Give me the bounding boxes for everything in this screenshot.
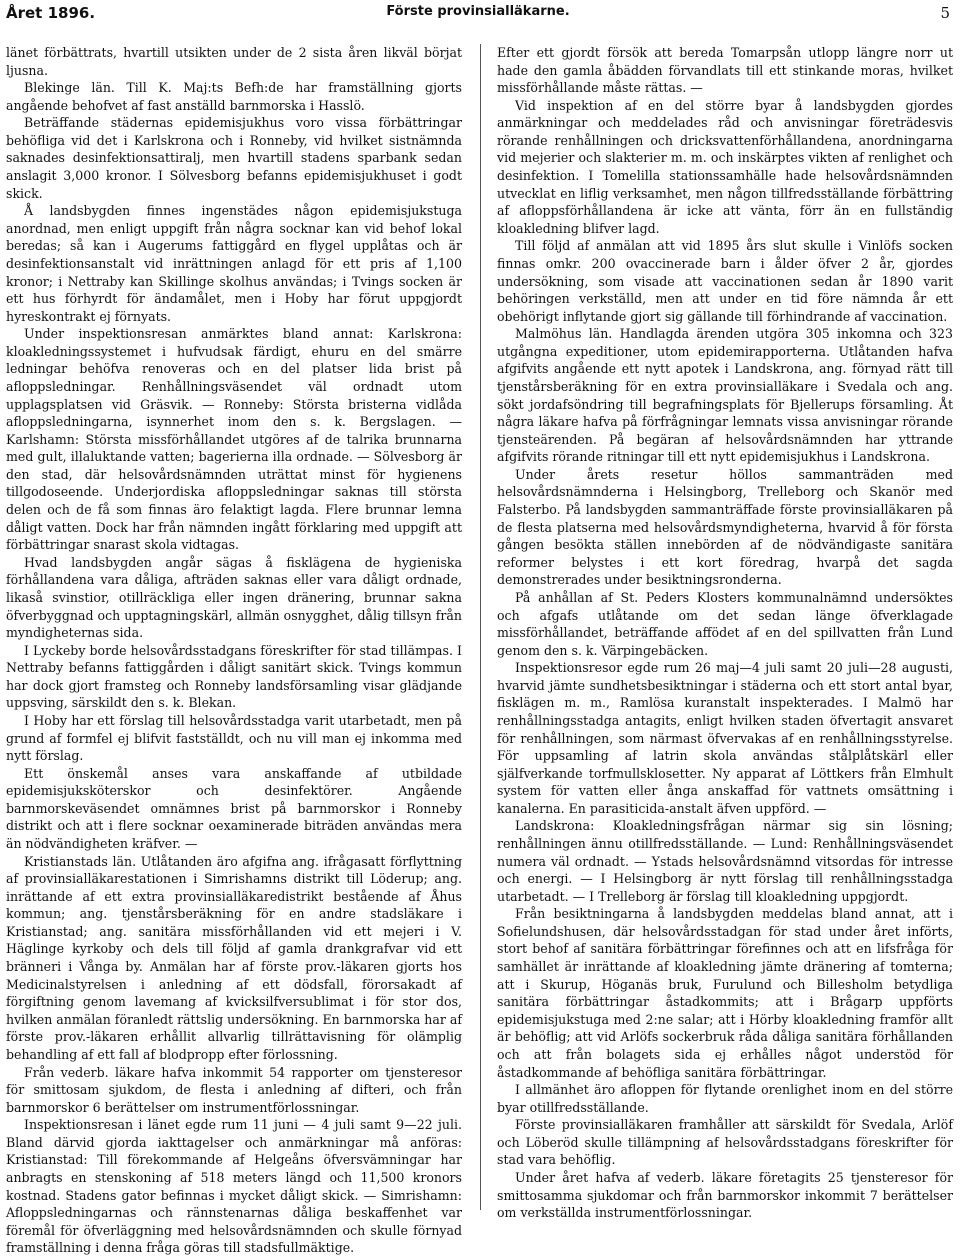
paragraph: Beträffande städernas epidemisjukhus voro vissa förbättringar behöfliga vid det i Karlskrona och i Ronneby, vid hvilket sistnämnda saknades desinfektionsattiralj, men hvartill stadens sparbank sedan anslagit 3,000 kronor. I Sölvesborg befanns epidemisjukhuset i godt skick. <box>6 115 462 201</box>
paragraph: Under inspektionsresan anmärktes bland annat: Karlskrona: kloakledningssystemet i hufvudsak färdigt, ehuru en del smärre ledningar behöfva renoveras och en del platser lida brist på afloppsledningar. Renhållningsväsendet väl ordnadt utom upplagsplatsen vid Gräsvik. — Ronneby: Största bristerna vidlåda afloppsledningarna, isynnerhet inom den s. k. Bergslagen. — Karlshamn: Största missförhållandet utgöres af de talrika brunnarna med gult, illaluktande vatten; bagerierna illa ordnade. — Sölvesborg är den stad, där helsovårdsnämnden uträttat minst för hygienens tillgodoseende. Underjordiska afloppsledningar saknas till största delen och de få som finnas äro felaktigt lagda. Flere brunnar lemna dåligt vatten. Dock har från nämnden ingått förklaring med uppgift att förbättringar snarast skola vidtagas. <box>6 326 462 553</box>
running-header <box>6 4 950 32</box>
paragraph: Landskrona: Kloakledningsfrågan närmar sig sin lösning; renhållningen ännu otillfredsställande. — Lund: Renhållningsväsendet numera väl ordnadt. — Ystads helsovårdsnämnd vitsordas för intresse och energi. — I Helsingborg är nytt förslag till renhållningsstadga utarbetadt. — I Trelleborg är förslag till kloakledning uppgjordt. <box>497 818 953 904</box>
column-divider <box>480 44 481 1210</box>
page-number: 5 <box>940 4 950 22</box>
paragraph: Ett önskemål anses vara anskaffande af utbildade epidemisjuksköterskor och desinfektörer. Angående barnmorskeväsendet omnämnes brist på barnmorskor i Ronneby distrikt och att i flere socknar oexaminerade biträden användas mera än nödvändigheten kräfver. — <box>6 765 462 852</box>
paragraph: Malmöhus län. Handlagda ärenden utgöra 305 inkomna och 323 utgångna expeditioner, utom epidemirapporterna. Utlåtanden hafva afgifvits angående ett nytt apotek i Landskrona, ang. förnyad rätt till tjenstårsberäkning för en extra provinsialläkare i Svedala och ang. sökt jordafsöndring till begrafningsplats för Bjellerups församling. Åt några läkare hafva på förfrågningar lemnats vissa anvisningar rörande tjensteärenden. På begäran af helsovårdsnämnden har yttrande afgifvits rörande ritningar till ett nytt epidemisjukhus i Landskrona. <box>497 326 953 465</box>
paragraph: Förste provinsialläkaren framhåller att särskildt för Svedala, Arlöf och Löberöd skulle tillämpning af helsovårdsstadgans föreskrifter för stad vara behöflig. <box>497 1117 953 1168</box>
paragraph: Å landsbygden finnes ingenstädes någon epidemisjukstuga anordnad, men enligt uppgift från några socknar kan vid behof lokal beredas; så kan i Augerums fattiggård en flygel upplåtas och är desinfektionsanstalt vid inrättningen anlagd för ett pris af 1,100 kronor; i Nettraby kan Skillinge skolhus användas; i Tvings socken är ett hus förhyrdt för ändamålet, men i Hoby har förut uppgjordt hyreskontrakt ej förnyats. <box>6 203 462 324</box>
paragraph: Under årets resetur höllos sammanträden med helsovårdsnämnderna i Helsingborg, Trelleborg och Skanör med Falsterbo. På landsbygden sammanträffade förste provinsialläkaren på de flesta platserna med helsovårdsmyndigheterna, hvarvid å för första gången besökta ställen innebörden af de nödvändigaste sanitära reformer belystes i ett kort föredrag, hvarpå det sagda demonstrerades under besiktningsronderna. <box>497 466 953 588</box>
paragraph: Hvad landsbygden angår sägas å fisklägena de hygieniska förhållandena vara dåliga, afträden saknas eller vara dåligt ordnade, likaså svinstior, otillräckliga eller ingen dränering, brunnar sakna öfverbyggnad och upptagningskärl, allmän osnygghet, dålig tillsyn från myndigheternas sida. <box>6 554 462 641</box>
paragraph: Kristianstads län. Utlåtanden äro afgifna ang. ifrågasatt förflyttning af provinsialläkarestationen i Simrishamns distrikt till Löderup; ang. inrättande af ett extra provinsialläkaredistrikt bestående af Åhus kommun; ang. tjenstårsberäkning för en andre stadsläkare i Kristianstad; ang. sanitära missförhållanden vid ett mejeri i V. Häglinge kyrkoby och dels till följd af gamla drankgrafvar vid ett bränneri i Vånga by. Anmälan har af förste prov.-läkaren gjorts hos Medicinalstyrelsen i anledning af ett dödsfall, förorsakadt af förgiftning genom lavemang af kvicksilfversublimat i för stor dos, hvilken anmälan föranledt rättslig undersökning. En barnmorska har af förste prov.-läkaren erhållit allvarlig tillrättavisning för olämplig behandling af ett fall af blodpropp efter förlossning. <box>6 853 462 1062</box>
paragraph: Under året hafva af vederb. läkare företagits 25 tjensteresor för smittosamma sjukdomar och från barnmorskor inkommit 7 berättelser om verkställda instrumentförlossningar. <box>497 1170 953 1221</box>
paragraph: Inspektionsresan i länet egde rum 11 juni — 4 juli samt 9—22 juli. Bland därvid gjorda iakttagelser och anmärkningar må anföras: Kristianstad: Till förekommande af Helgeåns öfversvämningar har anbragts en stenskoning af 518 meters längd och 11,500 kronors kostnad. Stadens gator befinnas i mycket dåligt skick. — Simrishamn: Afloppsledningarnas och rännstenarnas dåliga beskaffenhet var föremål för öfverläggning med helsovårdsnämnden och skulle förnyad framställning i denna fråga göras till stadsfullmäktige. <box>6 1117 462 1256</box>
paragraph: Till följd af anmälan att vid 1895 års slut skulle i Vinlöfs socken finnas omkr. 200 ovaccinerade barn i ålder öfver 2 år, gjordes undersökning, som visade att vaccinationen sedan år 1890 varit behöringen verkställd, men att under en tid före nämnda år ett obehörigt inflytande gjort sig gällande till förhindrande af vaccination. <box>497 238 953 324</box>
paragraph: Från besiktningarna å landsbygden meddelas bland annat, att i Sofielundshusen, där helsovårdsstadgan för stad under året införts, stort behof af sanitära förbättringar förefinnes och att en lifsfråga för samhället är inrättande af kloakledning jämte dränering af tomterna; att i Skurup, Höganäs bruk, Furulund och Billesholm betydliga sanitära förbättringar åstadkommits; att i Brågarp uppförts epidemisjukstuga med 2:ne salar; att i Hörby kloakledning framför allt är behöflig; att vid Arlöfs sockerbruk råda dåliga sanitära förhållanden och att från bolagets sida ej erhålles något understöd för åstadkommande af behöfliga sanitära förbättringar. <box>497 906 953 1080</box>
right-column <box>497 44 953 1221</box>
paragraph: Blekinge län. Till K. Maj:ts Befh:de har framställning gjorts angående behofvet af fast anställd barnmorska i Hasslö. <box>6 80 462 113</box>
paragraph: Vid inspektion af en del större byar å landsbygden gjordes anmärkningar och meddelades råd och anvisningar företrädesvis rörande renhållningen och dricksvattenförhållandena, anordningarna vid mejerier och slakterier m. m. och inskärptes vikten af renlighet och desinfektion. I Tomelilla stationssamhälle hade helsovårdsnämnden utvecklat en liflig verksamhet, men någon tillfredsställande förbättring af afloppsförhållandena är icke att vänta, förr än en fullständig kloakledning blifver lagd. <box>497 97 953 236</box>
paragraph: Från vederb. läkare hafva inkommit 54 rapporter om tjensteresor för smittosam sjukdom, de flesta i anledning af difteri, och från barnmorskor 6 berättelser om instrumentförlossningar. <box>6 1064 462 1115</box>
left-column <box>6 44 462 1256</box>
paragraph: länet förbättrats, hvartill utsikten under de 2 sista åren likväl börjat ljusna. <box>6 45 462 78</box>
paragraph: I allmänhet äro afloppen för flytande orenlighet inom en del större byar otillfredsställande. <box>497 1082 953 1115</box>
paragraph: Inspektionsresor egde rum 26 maj—4 juli samt 20 juli—28 augusti, hvarvid jämte sundhetsbesiktningar i städerna och ett stort antal byar, fisklägen m. m., Ramlösa kuranstalt inspekterades. I Malmö har renhållningsstadga antagits, enligt hvilken staden öfvertagit ansvaret för renhållningen, som närmast öfvervakas af en renhållningsstyrelse. För uppsamling af latrin skola användas stålplåtskärl eller själfverkande torfmullsklosetter. Ny apparat af Löttkers från Elmhult system för vatten eller ånga anskaffad för vattnets omsättning i kanalerna. En parasiticida-anstalt äfven uppförd. — <box>497 660 953 816</box>
paragraph: I Hoby har ett förslag till helsovårdsstadga varit utarbetadt, men på grund af formfel ej blifvit fastställdt, och nu vill man ej inkomma med nytt förslag. <box>6 712 462 764</box>
paragraph: På anhållan af St. Peders Klosters kommunalnämnd undersöktes och afgafs utlåtande om det sedan länge öfverklagade missförhållandet, beträffande affödet af en del spillvatten från Lund genom den s. k. Värpingebäcken. <box>497 589 953 658</box>
header-year: Året 1896. <box>6 4 96 22</box>
paragraph: Efter ett gjordt försök att bereda Tomarpsån utlopp längre norr ut hade den gamla åbädden förvandlats till ett stinkande moras, hvilket missförhållande måste rättas. — <box>497 45 953 96</box>
paragraph: I Lyckeby borde helsovårdsstadgans föreskrifter för stad tillämpas. I Nettraby befanns fattiggården i dåligt sanitärt skick. Tvings kommun har dock gjort framsteg och Ronneby landsförsamling visar glädjande uppsving, särskildt den s. k. Blekan. <box>6 642 462 711</box>
header-title: Förste provinsialläkarne. <box>386 4 570 19</box>
